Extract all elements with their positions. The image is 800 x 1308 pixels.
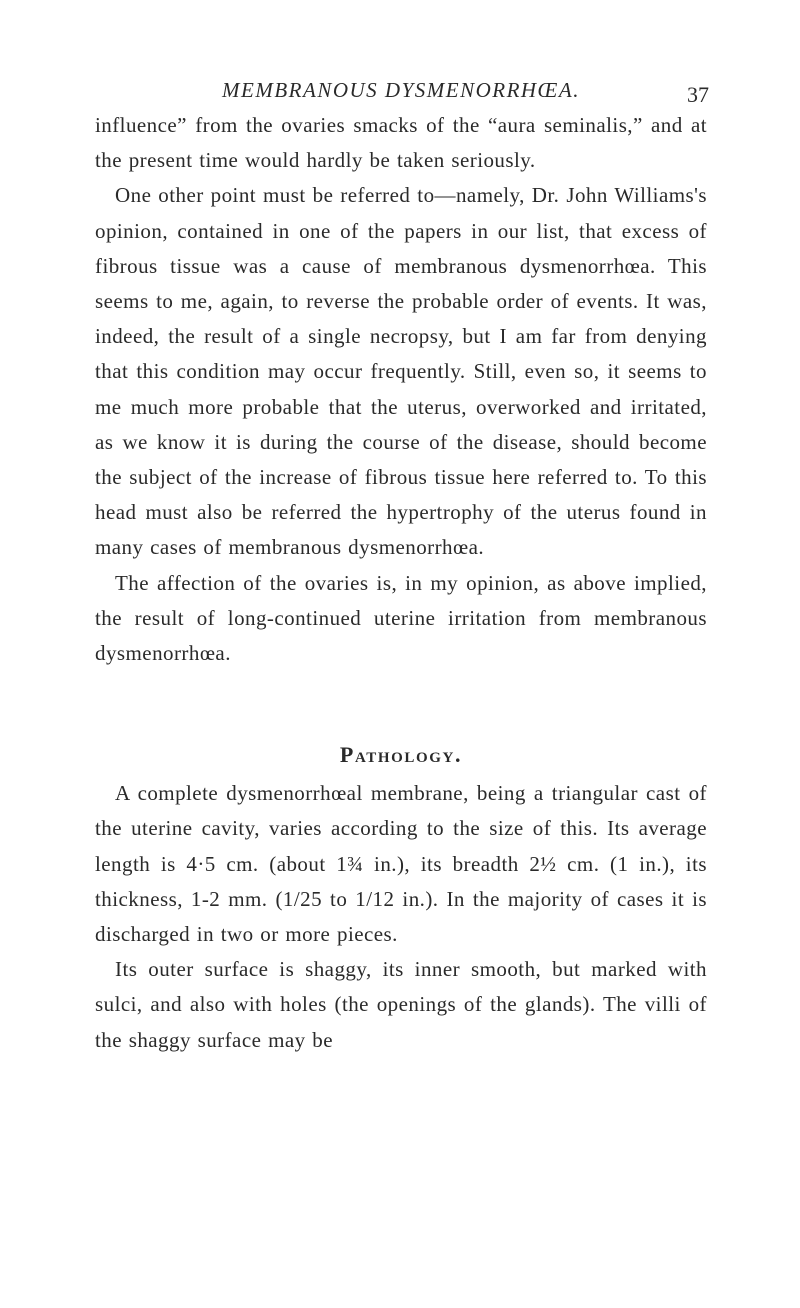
section-heading: Pathology. xyxy=(339,742,463,768)
paragraph: A complete dysmenorrhœal membrane, being a triangular cast of the uterine cavity, varies according to the size of this. Its average length is 4·5 cm. (about 1¾ in.), its breadth 2½ cm. (1 in.), its thickness, 1-2 mm. (1/25 to 1/12 in.). In the majority of cases it is discharged in two or more pieces. xyxy=(95,781,707,947)
running-head: MEMBRANOUS DYSMENORRHŒA. xyxy=(222,78,580,102)
paragraph: The affection of the ovaries is, in my opinion, as above implied, the result of long-continued uterine irritation from membranous dysmenorrhœa. xyxy=(95,570,707,666)
paragraph: Its outer surface is shaggy, its inner smooth, but marked with sulci, and also with holes (the openings of the glands). The villi of the shaggy surface may be xyxy=(95,957,707,1052)
book-page xyxy=(95,70,707,1058)
body-text xyxy=(95,108,707,1058)
paragraph: One other point must be referred to—namely, Dr. John Williams's opinion, contained in one of the papers in our list, that excess of fibrous tissue was a cause of membranous dysmenorrhœa. This seems to me, again, to reverse the probable order of events. It was, indeed, the result of a single necropsy, but I am far from denying that this condition may occur frequently. Still, even so, it seems to me much more probable that the uterus, overworked and irritated, as we know it is during the course of the disease, should become the subject of the increase of fibrous tissue here referred to. To this head must also be referred the hypertrophy of the uterus found in many cases of membranous dysmenorrhœa. xyxy=(95,183,707,560)
page-number: 37 xyxy=(687,82,709,107)
page-header xyxy=(95,70,707,108)
section-content xyxy=(95,776,707,1058)
paragraph: influence” from the ovaries smacks of the “aura seminalis,” and at the present time would hardly be taken seriously. xyxy=(95,113,707,173)
